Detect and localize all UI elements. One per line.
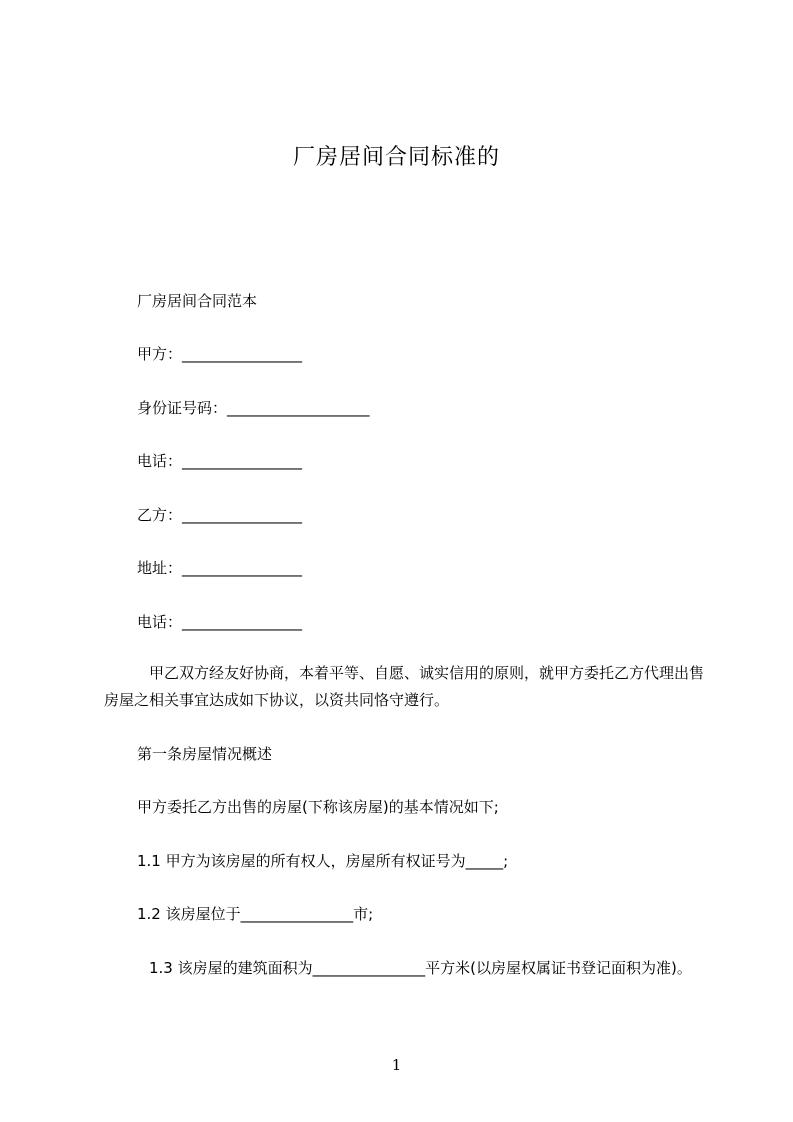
intro-paragraph: 甲乙双方经友好协商，本着平等、自愿、诚实信用的原则，就甲方委托乙方代理出售房屋之相关事宜达成如下协议，以资共同恪守遵行。 (104, 664, 705, 709)
template-name: 厂房居间合同范本 (137, 292, 258, 310)
article-1-intro: 甲方委托乙方出售的房屋(下称该房屋)的基本情况如下; (137, 798, 499, 816)
clause-1-3: 1.3 该房屋的建筑面积为_______________平方米(以房屋权属证书登记面积为准)。 (134, 959, 692, 977)
phone-b-field: 电话：________________ (137, 613, 303, 631)
phone-a-field: 电话：________________ (137, 452, 303, 470)
article-1-heading: 第一条房屋情况概述 (137, 745, 273, 763)
party-b-field: 乙方：________________ (137, 506, 303, 524)
clause-1-1: 1.1 甲方为该房屋的所有权人，房屋所有权证号为_____; (137, 852, 509, 870)
party-a-field: 甲方：________________ (137, 345, 303, 363)
document-title: 厂房居间合同标准的 (292, 145, 500, 170)
clause-1-2: 1.2 该房屋位于_______________市; (137, 905, 374, 923)
id-number-field: 身份证号码：___________________ (137, 399, 370, 417)
address-field: 地址：________________ (137, 559, 303, 577)
page-number: 1 (391, 1056, 402, 1074)
